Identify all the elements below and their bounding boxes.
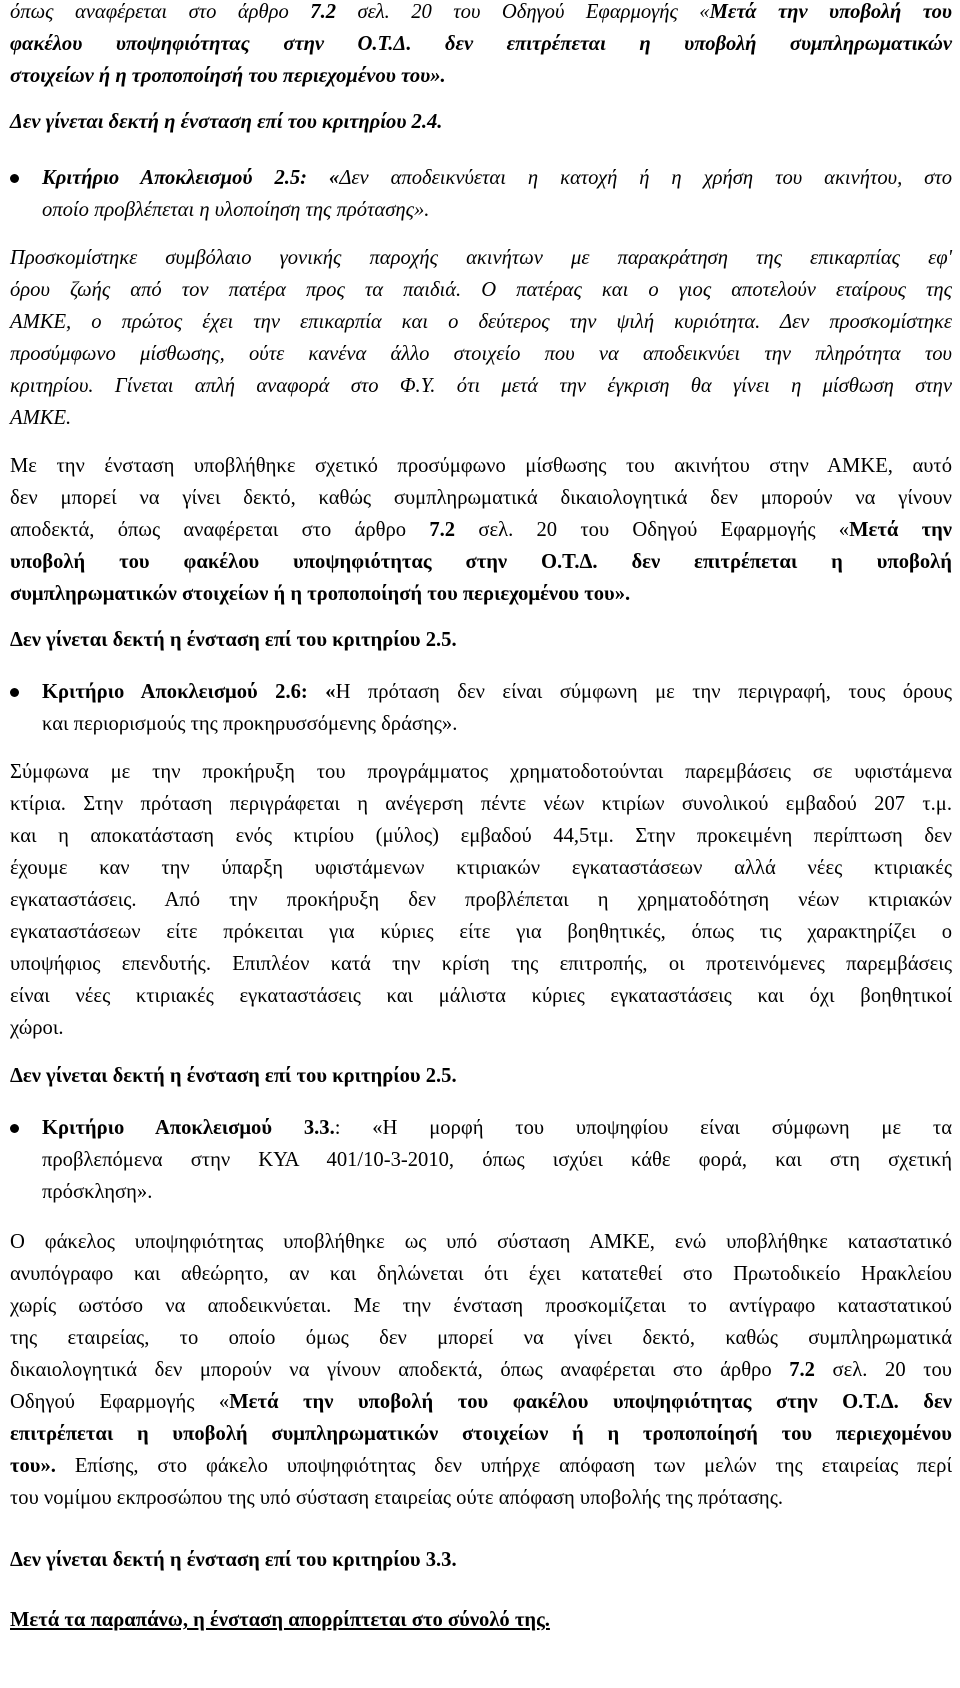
text-line — [10, 1456, 952, 1477]
text-line — [10, 1232, 952, 1253]
text-run: κριτηρίου. Γίνεται απλή αναφορά στο Φ.Υ. ότι μετά την έγκριση θα γίνει η μίσθωση στην — [10, 375, 952, 397]
text-run: Σύμφωνα με την προκήρυξη του προγράμματος χρηματοδοτούνται παρεμβάσεις σε υφιστάμενα — [10, 761, 952, 783]
ruling-heading — [10, 112, 952, 133]
text-run: Ο φάκελος υποψηφιότητας υποβλήθηκε ως υπό σύσταση ΑΜΚΕ, ενώ υποβλήθηκε καταστατικό — [10, 1231, 952, 1253]
text-run: δεν μπορεί να γίνει δεκτό, καθώς συμπληρωματικά δικαιολογητικά δεν μπορούν να γίνουν — [10, 487, 952, 509]
text-run: Επίσης, στο φάκελο υποψηφιότητας δεν υπήρχε απόφαση των μελών της εταιρείας περί — [55, 1455, 952, 1477]
text-run: του». — [10, 1455, 56, 1477]
text-line — [10, 1296, 952, 1317]
text-run: 7.2 — [429, 519, 456, 541]
text-run: δικαιολογητικά δεν μπορούν να γίνουν αποδεκτά, όπως αναφέρεται στο άρθρο — [10, 1359, 790, 1381]
text-run: Μετά την υποβολή του — [709, 1, 952, 23]
text-line — [10, 922, 952, 943]
bullet-icon — [10, 1124, 19, 1133]
text-run: Δεν γίνεται δεκτή η ένσταση επί του κριτηρίου 2.4. — [10, 111, 443, 133]
text-line — [10, 2, 952, 23]
text-line — [10, 1360, 952, 1381]
text-run: είναι νέες κτιριακές εγκαταστάσεις και μάλιστα κύριες εγκαταστάσεις και όχι βοηθητικοί — [10, 985, 952, 1007]
text-line — [10, 826, 952, 847]
criterion-line — [42, 168, 952, 189]
criterion-line — [42, 1118, 952, 1139]
text-line — [10, 34, 952, 55]
text-run: χωρίς ωστόσο να αποδεικνύεται. Με την ένσταση προσκομίζεται το αντίγραφο καταστατικού — [10, 1295, 952, 1317]
text-run: σελ. 20 του Οδηγού Εφαρμογής « — [455, 519, 850, 541]
text-run: : «Η μορφή του υποψηφίου είναι σύμφωνη με τα — [334, 1117, 952, 1139]
text-run: οποίο προβλέπεται η υλοποίηση της πρότασης». — [42, 199, 430, 221]
text-line — [10, 794, 952, 815]
text-run: 7.2 — [310, 1, 337, 23]
text-line — [10, 312, 952, 333]
criterion-line — [42, 1150, 952, 1171]
text-line — [10, 858, 952, 879]
text-line — [10, 66, 952, 87]
text-run: Δεν αποδεικνύεται η κατοχή ή η χρήση του ακινήτου, στο — [339, 167, 952, 189]
text-line — [10, 344, 952, 365]
criterion-line — [42, 714, 952, 735]
text-line — [10, 954, 952, 975]
text-line — [10, 456, 952, 477]
criterion-line — [42, 1182, 952, 1203]
text-run: εγκαταστάσεων είτε πρόκειται για κύριες είτε για βοηθητικές, όπως τις χαρακτηρίζει ο — [10, 921, 952, 943]
text-run: όρου ζωής από τον πατέρα προς τα παιδιά. Ο πατέρας και ο γιος αποτελούν εταίρους της — [10, 279, 952, 301]
text-run: Προσκομίστηκε συμβόλαιο γονικής παροχής ακινήτων με παρακράτηση της επικαρπίας εφ' — [10, 247, 952, 269]
text-line — [10, 552, 952, 573]
text-line — [10, 762, 952, 783]
text-run: 3.3. — [272, 1117, 335, 1139]
text-run: της εταιρείας, το οποίο όμως δεν μπορεί να γίνει δεκτό, καθώς συμπληρωματικά — [10, 1327, 952, 1349]
text-run: Κριτήριο Αποκλεισμού — [42, 1117, 273, 1139]
text-line — [10, 986, 952, 1007]
text-line — [10, 1424, 952, 1445]
text-line — [10, 1328, 952, 1349]
text-run: σελ. 20 του — [814, 1359, 952, 1381]
text-run: ανυπόγραφο και αθεώρητο, αν και δηλώνεται ότι έχει κατατεθεί στο Πρωτοδικείο Ηρακλείου — [10, 1263, 952, 1285]
bullet-icon — [10, 174, 19, 183]
text-line — [10, 1018, 952, 1039]
criterion-line — [42, 682, 952, 703]
text-line — [10, 248, 952, 269]
text-line — [10, 1264, 952, 1285]
text-run: Μετά την υποβολή του φακέλου υποψηφιότητας στην Ο.Τ.Δ. δεν — [229, 1391, 952, 1413]
text-run: Με την ένσταση υποβλήθηκε σχετικό προσύμφωνο μίσθωσης του ακινήτου στην ΑΜΚΕ, αυτό — [10, 455, 952, 477]
text-run: προσύμφωνο μίσθωσης, ούτε κανένα άλλο στοιχείο που να αποδεικνύει την πληρότητα του — [10, 343, 952, 365]
text-line — [10, 520, 952, 541]
final-decision — [10, 1610, 952, 1631]
text-run: υποβολή του φακέλου υποψηφιότητας στην Ο.Τ.Δ. δεν επιτρέπεται η υποβολή — [10, 551, 952, 573]
text-run: και η αποκατάσταση ενός κτιρίου (μύλος) εμβαδού 44,5τμ. Στην προκειμένη περίπτωση δεν — [10, 825, 952, 847]
text-run: έχουμε καν την ύπαρξη υφιστάμενων κτιριακών εγκαταστάσεων αλλά νέες κτιριακές — [10, 857, 952, 879]
text-run: πρόσκληση». — [42, 1181, 153, 1203]
text-run: συμπληρωματικών στοιχείων ή η τροποποίησή του περιεχομένου του». — [10, 583, 631, 605]
text-run: ΑΜΚΕ. — [10, 407, 72, 429]
ruling-heading — [10, 1550, 952, 1571]
text-run: 2.6: « — [257, 681, 336, 703]
text-run: προβλεπόμενα στην ΚΥΑ 401/10-3-2010, όπως ισχύει κάθε φορά, και στη σχετική — [42, 1149, 952, 1171]
text-line — [10, 408, 952, 429]
text-run: 7.2 — [789, 1359, 815, 1381]
text-run: Δεν γίνεται δεκτή η ένσταση επί του κριτηρίου 2.5. — [10, 1065, 457, 1087]
text-line — [10, 584, 952, 605]
text-run: Η πρόταση δεν είναι σύμφωνη με την περιγραφή, τους όρους — [335, 681, 952, 703]
text-run: του νομίμου εκπροσώπου της υπό σύσταση εταιρείας ούτε απόφαση υποβολής της πρότασης. — [10, 1487, 784, 1509]
ruling-heading — [10, 1066, 952, 1087]
text-line — [10, 280, 952, 301]
text-line — [10, 376, 952, 397]
text-run: φακέλου υποψηφιότητας στην Ο.Τ.Δ. δεν επιτρέπεται η υποβολή συμπληρωματικών — [10, 33, 952, 55]
text-run: στοιχείων ή η τροποποίησή του περιεχομένου του». — [10, 65, 446, 87]
text-run: και περιορισμούς της προκηρυσσόμενης δράσης». — [42, 713, 458, 735]
text-run: χώροι. — [10, 1017, 64, 1039]
text-run: 2.5: « — [252, 167, 340, 189]
text-run: αποδεκτά, όπως αναφέρεται στο άρθρο — [10, 519, 430, 541]
text-line — [10, 488, 952, 509]
text-run: Οδηγού Εφαρμογής « — [10, 1391, 230, 1413]
text-run: υποψήφιος επενδυτής. Επιπλέον κατά την κρίση της επιτροπής, οι προτεινόμενες παρεμβάσεις — [10, 953, 952, 975]
text-run: εγκαταστάσεις. Από την προκήρυξη δεν προβλέπεται η χρηματοδότηση νέων κτιριακών — [10, 889, 952, 911]
text-run: κτίρια. Στην πρόταση περιγράφεται η ανέγερση πέντε νέων κτιρίων συνολικού εμβαδού 207 τ.μ. — [10, 793, 952, 815]
text-run: Μετά τα παραπάνω, η ένσταση απορρίπτεται στο σύνολό της. — [10, 1609, 550, 1631]
text-run: Κριτήριο Αποκλεισμού — [42, 681, 258, 703]
text-run: επιτρέπεται η υποβολή συμπληρωματικών στοιχείων ή η τροποποίησή του περιεχομένου — [10, 1423, 952, 1445]
text-run: ΑΜΚΕ, ο πρώτος έχει την επικαρπία και ο δεύτερος την ψιλή κυριότητα. Δεν προσκομίστηκε — [10, 311, 952, 333]
text-run: σελ. 20 του Οδηγού Εφαρμογής « — [336, 1, 710, 23]
text-line — [10, 890, 952, 911]
criterion-line — [42, 200, 952, 221]
text-run: Κριτήριο Αποκλεισμού — [42, 167, 253, 189]
text-run: όπως αναφέρεται στο άρθρο — [10, 1, 311, 23]
text-run: Δεν γίνεται δεκτή η ένσταση επί του κριτηρίου 2.5. — [10, 629, 457, 651]
ruling-heading — [10, 630, 952, 651]
text-run: Μετά την — [849, 519, 952, 541]
text-run: Δεν γίνεται δεκτή η ένσταση επί του κριτηρίου 3.3. — [10, 1549, 457, 1571]
bullet-icon — [10, 688, 19, 697]
text-line — [10, 1392, 952, 1413]
text-line — [10, 1488, 952, 1509]
